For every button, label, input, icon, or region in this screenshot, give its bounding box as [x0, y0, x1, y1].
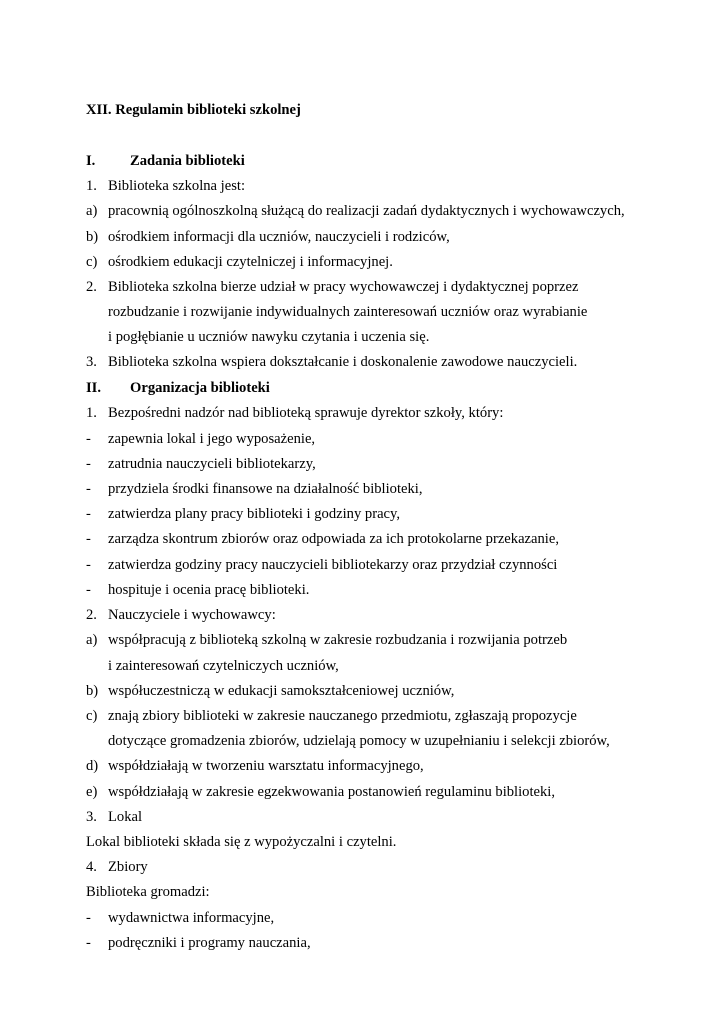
item-text: Biblioteka szkolna bierze udział w pracy wychowawczej i dydaktycznej poprzez [108, 279, 579, 295]
item-text: zapewnia lokal i jego wyposażenie, [108, 431, 316, 447]
item-text: zatrudnia nauczycieli bibliotekarzy, [108, 456, 316, 472]
item-text: hospituje i ocenia pracę biblioteki. [108, 582, 310, 598]
item-continuation: i pogłębianie u uczniów nawyku czytania i uczenia się. [108, 329, 430, 345]
item-marker: 3. [86, 809, 97, 825]
dash-marker: - [86, 531, 91, 547]
item-text: podręczniki i programy nauczania, [108, 935, 311, 951]
item-text: Nauczyciele i wychowawcy: [108, 607, 276, 623]
item-marker: 3. [86, 354, 97, 370]
dash-marker: - [86, 456, 91, 472]
dash-marker: - [86, 935, 91, 951]
section-marker: II. [86, 380, 102, 396]
item-text: Bezpośredni nadzór nad biblioteką sprawuje dyrektor szkoły, który: [108, 405, 504, 421]
dash-marker: - [86, 557, 91, 573]
dash-marker: - [86, 506, 91, 522]
item-marker: 1. [86, 178, 97, 194]
item-continuation: rozbudzanie i rozwijanie indywidualnych zainteresowań uczniów oraz wyrabianie [108, 304, 588, 320]
item-text: znają zbiory biblioteki w zakresie nauczanego przedmiotu, zgłaszają propozycje [108, 708, 577, 724]
item-marker: 2. [86, 279, 97, 295]
item-text: współuczestniczą w edukacji samokształceniowej uczniów, [108, 683, 455, 699]
item-marker: 1. [86, 405, 97, 421]
item-text: ośrodkiem informacji dla uczniów, nauczycieli i rodziców, [108, 229, 450, 245]
item-marker: c) [86, 254, 98, 270]
item-text: Biblioteka szkolna wspiera dokształcanie i doskonalenie zawodowe nauczycieli. [108, 354, 578, 370]
item-continuation: i zainteresowań czytelniczych uczniów, [108, 658, 339, 674]
dash-marker: - [86, 431, 91, 447]
item-marker: 2. [86, 607, 97, 623]
item-text: pracownią ogólnoszkolną służącą do realizacji zadań dydaktycznych i wychowawczych, [108, 203, 625, 219]
section-heading-text: Zadania biblioteki [130, 153, 245, 169]
dash-marker: - [86, 481, 91, 497]
item-marker: b) [86, 683, 99, 699]
paragraph: Lokal biblioteki składa się z wypożyczalni i czytelni. [86, 834, 397, 850]
item-text: ośrodkiem edukacji czytelniczej i informacyjnej. [108, 254, 393, 270]
item-marker: e) [86, 784, 98, 800]
section-heading-text: Organizacja biblioteki [130, 380, 270, 396]
item-text: przydziela środki finansowe na działalność biblioteki, [108, 481, 423, 497]
item-text: Zbiory [108, 859, 148, 875]
item-text: współdziałają w zakresie egzekwowania postanowień regulaminu biblioteki, [108, 784, 555, 800]
paragraph: Biblioteka gromadzi: [86, 884, 210, 900]
item-continuation: dotyczące gromadzenia zbiorów, udzielają pomocy w uzupełnianiu i selekcji zbiorów, [108, 733, 610, 749]
dash-marker: - [86, 582, 91, 598]
item-marker: 4. [86, 859, 97, 875]
dash-marker: - [86, 910, 91, 926]
section-marker: I. [86, 153, 96, 169]
item-marker: c) [86, 708, 98, 724]
item-marker: d) [86, 758, 99, 774]
item-marker: b) [86, 229, 99, 245]
item-text: Biblioteka szkolna jest: [108, 178, 245, 194]
item-marker: a) [86, 632, 98, 648]
item-text: wydawnictwa informacyjne, [108, 910, 275, 926]
item-text: współdziałają w tworzeniu warsztatu informacyjnego, [108, 758, 424, 774]
item-marker: a) [86, 203, 98, 219]
item-text: zatwierdza godziny pracy nauczycieli bibliotekarzy oraz przydział czynności [108, 557, 558, 573]
item-text: współpracują z biblioteką szkolną w zakresie rozbudzania i rozwijania potrzeb [108, 632, 568, 648]
item-text: zatwierdza plany pracy biblioteki i godziny pracy, [108, 506, 401, 522]
item-text: zarządza skontrum zbiorów oraz odpowiada za ich protokolarne przekazanie, [108, 531, 559, 547]
item-text: Lokal [108, 809, 143, 825]
document-title: XII. Regulamin biblioteki szkolnej [86, 102, 301, 118]
